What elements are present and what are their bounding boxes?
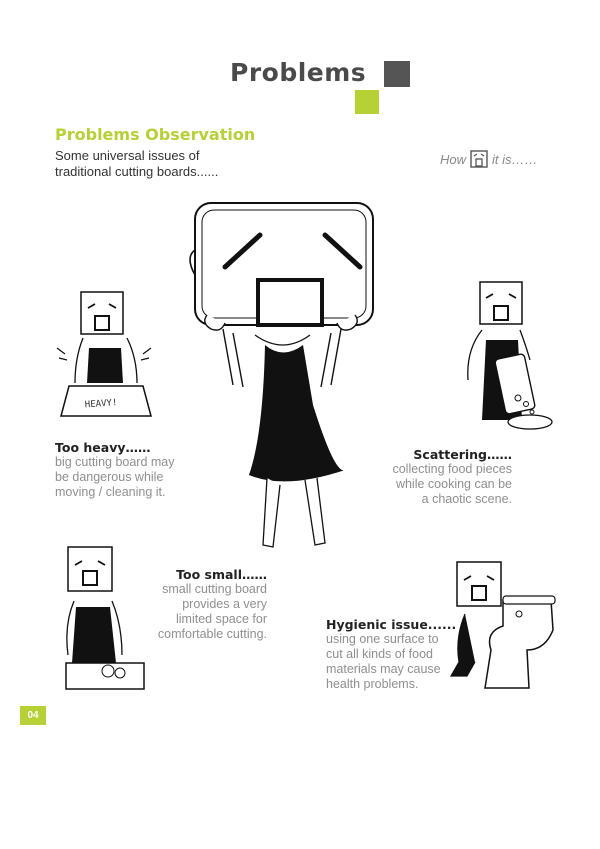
heavy-board-illustration xyxy=(55,288,165,428)
sad-board-face-icon xyxy=(470,150,488,168)
caption-hygienic-line: health problems. xyxy=(326,677,419,691)
how-text: How xyxy=(440,151,467,167)
caption-scattering-title: Scattering…… xyxy=(413,447,512,462)
caption-too-heavy-line: big cutting board may xyxy=(55,455,175,469)
page-number xyxy=(20,706,46,725)
caption-too-small xyxy=(130,567,267,642)
section-heading: Problems Observation xyxy=(55,125,256,144)
caption-scattering-line: while cooking can be xyxy=(395,477,512,491)
caption-too-small-line: comfortable cutting. xyxy=(157,627,267,641)
caption-too-small-line: limited space for xyxy=(175,612,267,626)
heavy-board-label: HEAVY! xyxy=(84,398,118,411)
subtitle-line-2: traditional cutting boards...... xyxy=(55,164,219,179)
lime-square-decoration xyxy=(355,90,379,114)
caption-hygienic-line: using one surface to xyxy=(326,632,439,646)
scattering-illustration xyxy=(460,280,560,430)
caption-hygienic-line: cut all kinds of food xyxy=(326,647,434,661)
caption-too-heavy-line: be dangerous while xyxy=(55,470,164,484)
caption-hygienic xyxy=(326,617,476,692)
caption-too-small-line: small cutting board xyxy=(162,582,267,596)
how-it-is-caption xyxy=(440,150,538,168)
caption-scattering xyxy=(375,447,512,507)
caption-scattering-line: a chaotic scene. xyxy=(421,492,512,506)
subtitle-line-1: Some universal issues of xyxy=(55,148,200,163)
caption-too-small-title: Too small…… xyxy=(176,567,267,582)
caption-too-heavy-line: moving / cleaning it. xyxy=(55,485,166,499)
dark-square-decoration xyxy=(384,61,410,87)
caption-too-heavy xyxy=(55,440,215,500)
caption-too-small-line: provides a very xyxy=(182,597,267,611)
central-figure-illustration xyxy=(185,195,385,560)
caption-too-heavy-title: Too heavy…… xyxy=(55,440,151,455)
caption-hygienic-line: materials may cause xyxy=(326,662,441,676)
page-title: Problems xyxy=(230,58,367,87)
it-is-text: it is…… xyxy=(492,151,538,167)
section-subtitle xyxy=(55,148,255,180)
page-number-text: 04 xyxy=(27,710,39,721)
caption-hygienic-title: Hygienic issue...... xyxy=(326,617,457,632)
caption-scattering-line: collecting food pieces xyxy=(392,462,512,476)
